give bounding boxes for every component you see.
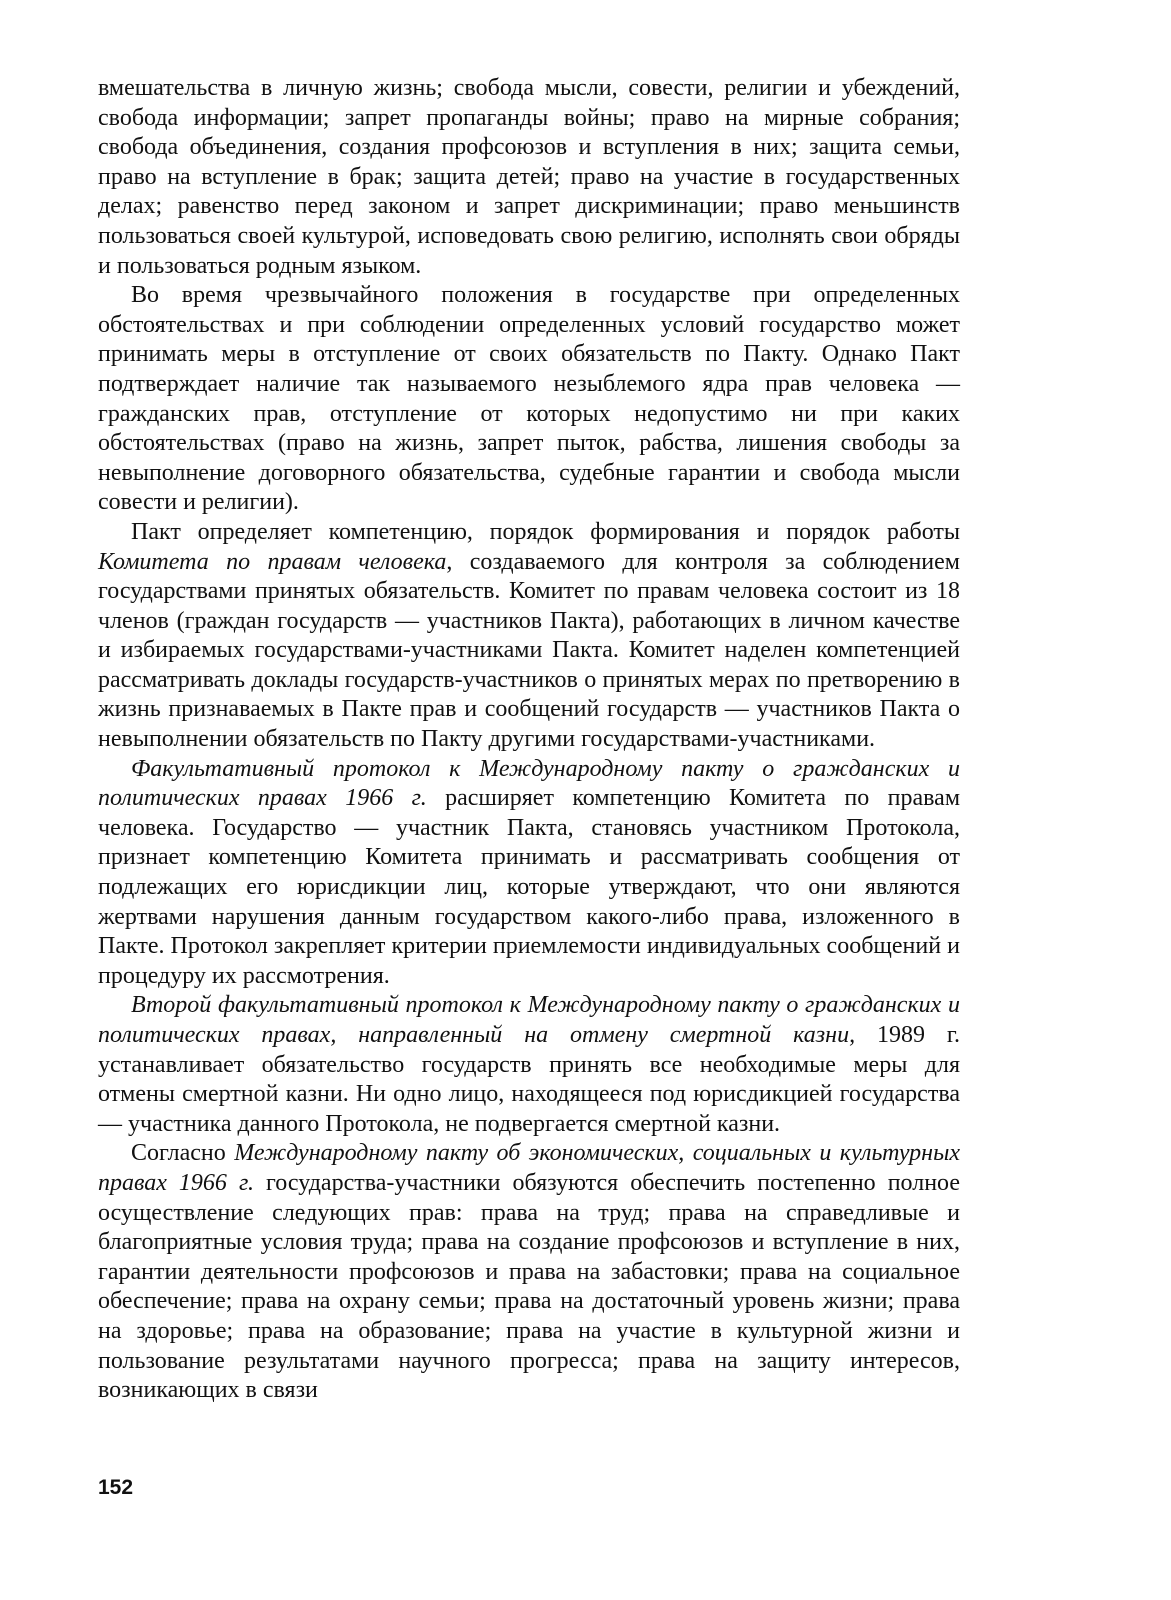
paragraph-6-italic-title: Международному пакту об экономических, социальных и культурных правах 1966 г. [98,1140,960,1196]
paragraph-3-text-a: Пакт определяет компетенцию, порядок формирования и порядок работы [131,518,960,545]
paragraph-2-text: Во время чрезвычайного положения в государстве при определенных обстоятельствах и при соблюдении определенных условий государство может принимать меры в отступление от своих обязательств по Пакту. Однако Пакт подтверждает наличие так называемого незыблемого ядра прав человека — гражданских прав, отступление от которых недопустимо ни при каких обстоятельствах (право на жизнь, запрет пыток, рабства, лишения свободы за невыполнение договорного обязательства, судебные гарантии и свобода мысли совести и религии). [98,282,960,516]
paragraph-4-text: расширяет компетенцию Комитета по правам человека. Государство — участник Пакта, становясь участником Протокола, признает компетенцию Комитета принимать и рассматривать сообщения от подлежащих его юрисдикции лиц, которые утверждают, что они являются жертвами нарушения данным государством какого-либо права, изложенного в Пакте. Протокол закрепляет критерии приемлемости индивидуальных сообщений и процедуру их рассмотрения. [98,785,961,989]
page-body [98,74,960,1406]
paragraph-6-text-a: Согласно [131,1140,235,1167]
paragraph-5-italic-title: Второй факультативный протокол к Международному пакту о гражданских и политических правах, направленный на отмену смертной казни, [98,992,960,1048]
paragraph-1 [98,74,960,281]
paragraph-5-text: 1989 г. устанавливает обязательство государств принять все необходимые меры для отмены смертной казни. Ни одно лицо, находящееся под юрисдикцией государства — участника данного Протокола, не подвергается смертной казни. [98,1022,960,1137]
paragraph-3 [98,518,960,755]
page-number: 152 [98,1476,134,1499]
paragraph-4 [98,755,960,992]
paragraph-3-text-b: , создаваемого для контроля за соблюдением государствами принятых обязательств. Комитет по правам человека состоит из 18 членов (граждан государств — участников Пакта), работающих в личном качестве и избираемых государствами-участниками Пакта. Комитет наделен компетенцией рассматривать доклады государств-участников о принятых мерах по претворению в жизнь признаваемых в Пакте прав и сообщений государств — участников Пакта о невыполнении обязательств по Пакту другими государствами-участниками. [98,548,960,753]
paragraph-6-text-b: государства-участники обязуются обеспечить постепенно полное осуществление следующих прав: права на труд; права на справедливые и благоприятные условия труда; права на создание профсоюзов и вступление в них, гарантии деятельности профсоюзов и права на забастовки; права на социальное обеспечение; права на охрану семьи; права на достаточный уровень жизни; права на здоровье; права на образование; права на участие в культурной жизни и пользование результатами научного прогресса; права на защиту интересов, возникающих в связи [98,1169,961,1404]
paragraph-3-italic-term: Комитета по правам человека [98,548,447,575]
paragraph-4-italic-title: Факультативный протокол к Международному пакту о гражданских и политических правах 1966 г. [98,755,960,812]
paragraph-1-text: вмешательства в личную жизнь; свобода мысли, совести, религии и убеждений, свобода информации; запрет пропаганды войны; право на мирные собрания; свобода объединения, создания профсоюзов и вступления в них; защита семьи, право на вступление в брак; защита детей; право на участие в государственных делах; равенство перед законом и запрет дискриминации; право меньшинств пользоваться своей культурой, исповедовать свою религию, исполнять свои обряды и пользоваться родным языком. [98,75,960,279]
paragraph-6 [98,1139,960,1405]
paragraph-2 [98,281,960,518]
paragraph-5 [98,991,960,1139]
